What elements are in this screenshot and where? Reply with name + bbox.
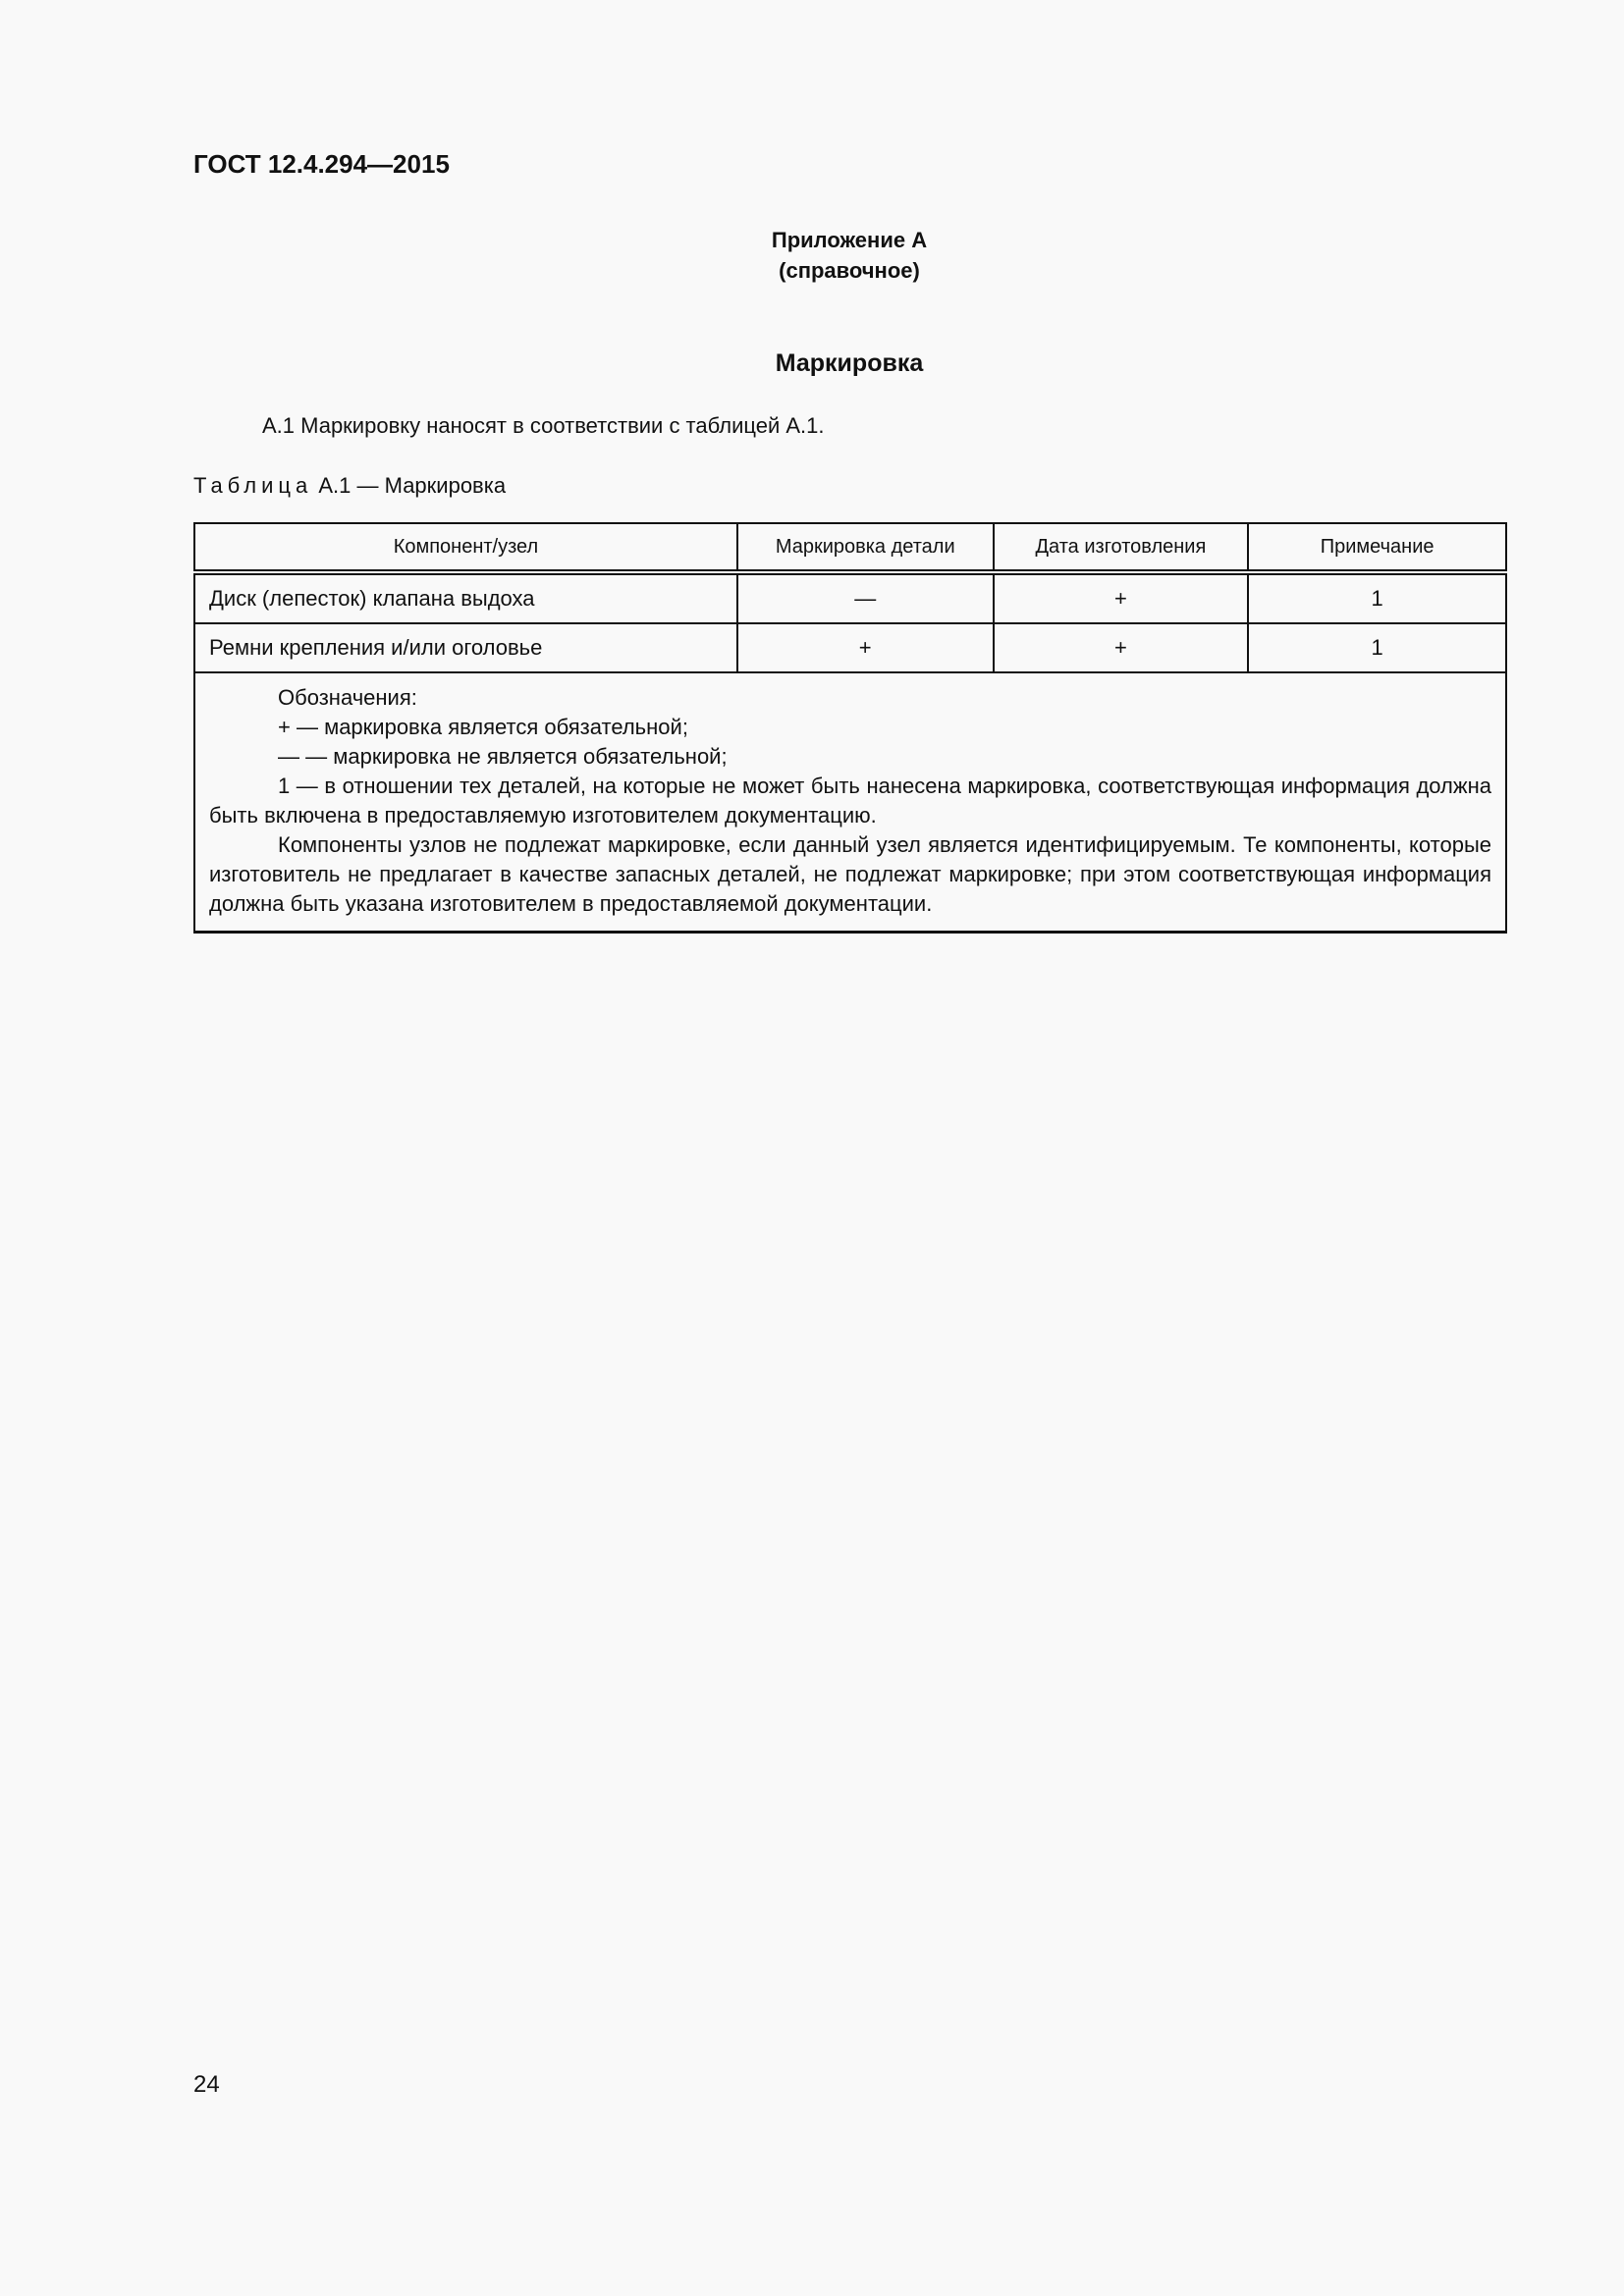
- note-line: + — маркировка является обязательной;: [278, 715, 688, 739]
- section-title: Маркировка: [775, 349, 924, 377]
- table-row: [194, 572, 1506, 623]
- table-cell: 1: [1248, 572, 1506, 623]
- table-cell: Ремни крепления и/или оголовье: [194, 623, 737, 672]
- page-number: 24: [193, 2071, 220, 2098]
- table-caption: [193, 473, 506, 499]
- table-notes: [194, 672, 1506, 933]
- table-header-row: [194, 523, 1506, 572]
- caption-rest: А.1 — Маркировка: [312, 473, 507, 498]
- note-line: 1 — в отношении тех деталей, на которые не может быть нанесена маркировка, соответствующая информация должна быть включена в предоставляемую изготовителем документацию.: [209, 774, 1491, 828]
- table-cell: —: [737, 572, 994, 623]
- column-header: Компонент/узел: [194, 523, 737, 572]
- note-line: Компоненты узлов не подлежат маркировке, если данный узел является идентифицируемым. Те компоненты, которые изготовитель не предлагает в качестве запасных деталей, не подлежат маркировке; при этом соответствующая информация должна быть указана изготовителем в предоставляемой документации.: [209, 832, 1491, 916]
- annex-type: (справочное): [779, 258, 920, 283]
- annex-title: Приложение А: [771, 228, 928, 252]
- column-header: Дата изготовления: [994, 523, 1249, 572]
- note-line: Обозначения:: [278, 685, 417, 710]
- table-cell: +: [994, 623, 1249, 672]
- table-notes-row: [194, 672, 1506, 933]
- table-cell: +: [737, 623, 994, 672]
- note-line: — — маркировка не является обязательной;: [278, 744, 728, 769]
- table-row: [194, 623, 1506, 672]
- column-header: Маркировка детали: [737, 523, 994, 572]
- table-cell: +: [994, 572, 1249, 623]
- table-cell: 1: [1248, 623, 1506, 672]
- paragraph: А.1 Маркировку наносят в соответствии с таблицей А.1.: [262, 413, 825, 438]
- caption-prefix: Таблица: [193, 473, 313, 498]
- document-code: ГОСТ 12.4.294—2015: [193, 149, 450, 179]
- table-cell: Диск (лепесток) клапана выдоха: [194, 572, 737, 623]
- marking-table: [193, 522, 1507, 934]
- column-header: Примечание: [1248, 523, 1506, 572]
